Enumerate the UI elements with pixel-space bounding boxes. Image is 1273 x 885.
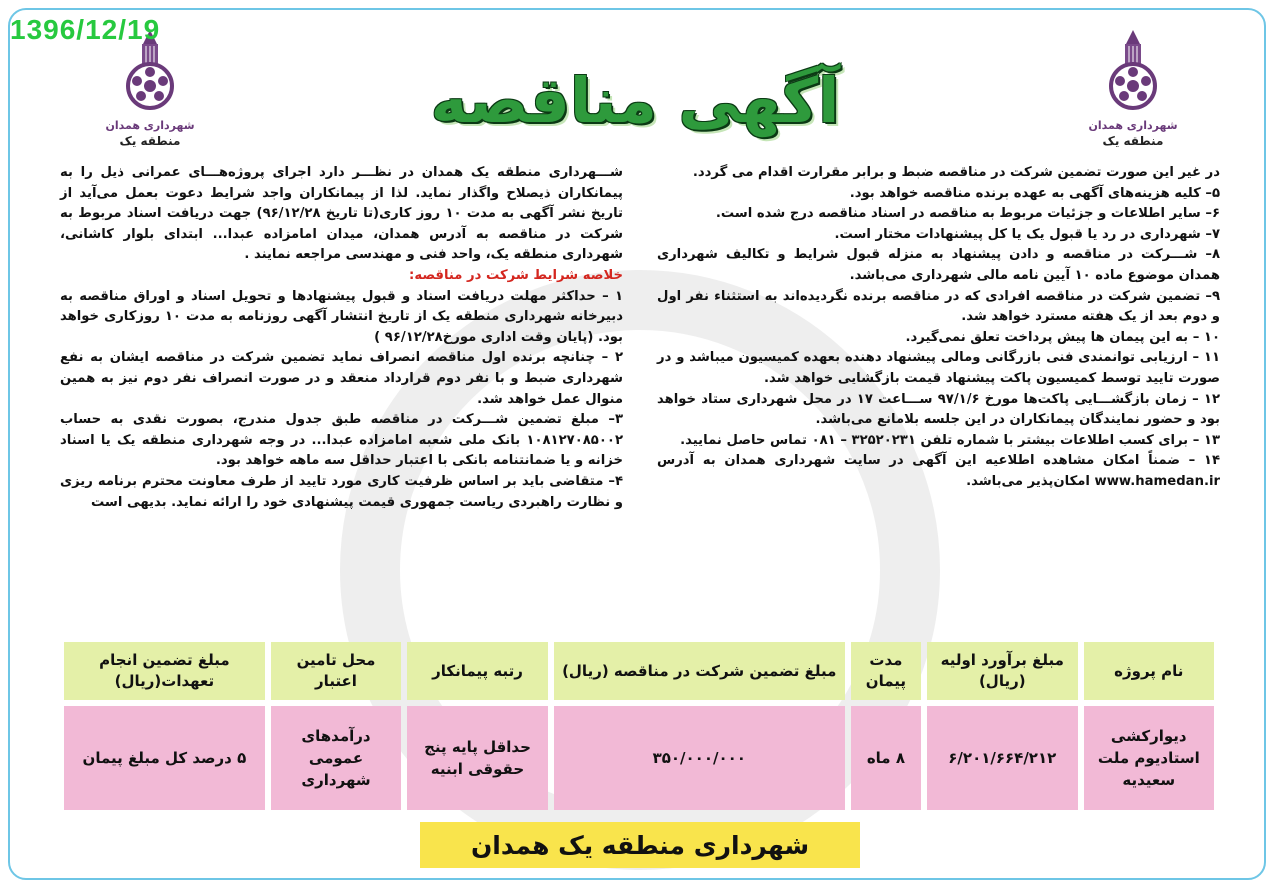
logo-caption: شهرداری همدان <box>1088 119 1178 132</box>
cell-bid-guarantee: ۳۵۰/۰۰۰/۰۰۰ <box>554 706 845 810</box>
condition-item: ۴– متقاضی باید بر اساس ظرفیت کاری مورد تایید از طرف معاونت محترم برنامه ریزی و نظارت راهبردی ریاست جمهوری قیمت پیشنهادی خود را ارائه نماید. بدیهی است <box>60 473 623 510</box>
cell-estimate: ۶/۲۰۱/۶۶۴/۲۱۲ <box>927 706 1078 810</box>
cell-project-name: دیوارکشی استادیوم ملت سعیدیه <box>1084 706 1214 810</box>
header-funding-source: محل تامین اعتبار <box>271 642 401 700</box>
header-project-name: نام پروژه <box>1084 642 1214 700</box>
notice-body <box>60 163 1220 613</box>
logo-region: منطقه یک <box>119 134 181 148</box>
condition-item: در غیر این صورت تضمین شرکت در مناقصه ضبط و برابر مقرارت اقدام می گردد. <box>692 165 1220 180</box>
header-bid-guarantee: مبلغ تضمین شرکت در مناقصه (ریال) <box>554 642 845 700</box>
tender-table <box>58 636 1220 816</box>
condition-item: ۷– شهرداری در رد یا قبول یک یا کل پیشنهادات مختار است. <box>834 226 1220 242</box>
condition-item: ۸– شـــرکت در مناقصه و دادن پیشنهاد به منزله قبول شرایط و تکالیف شهرداری همدان موضوع ماده ۱۰ آیین نامه مالی شهرداری می‌باشد. <box>657 247 1220 283</box>
cell-contractor-rank: حداقل پایه پنج حقوقی ابنیه <box>407 706 548 810</box>
logo-caption: شهرداری همدان <box>105 119 195 132</box>
date-stamp: 1396/12/19 <box>10 14 161 45</box>
header-duration: مدت پیمان <box>851 642 921 700</box>
condition-item: ۶– سایر اطلاعات و جزئیات مربوط به مناقصه در اسناد مناقصه درج شده است. <box>715 206 1220 222</box>
header-performance-guarantee: مبلغ تضمین انجام تعهدات(ریال) <box>64 642 265 700</box>
right-column <box>60 163 623 613</box>
condition-item: ۲ – چنانچه برنده اول مناقصه انصراف نماید تضمین شرکت در مناقصه ایشان به نفع شهرداری ضبط و با نفر دوم قرارداد منعقد و در صورت انصراف نفر دوم نیز به همین منوال عمل خواهد شد. <box>60 350 623 407</box>
table-row <box>64 706 1214 810</box>
condition-item: ۱۰ – به این پیمان ها پیش پرداخت تعلق نمی‌گیرد. <box>905 329 1220 345</box>
condition-item: ۱ – حداکثر مهلت دریافت اسناد و قبول پیشنهادها و تحویل اسناد و اوراق مناقصه به دبیرخانه شهرداری منطقه یک از تاریخ انتشار آگهی روزنامه به مدت ۱۰ روزکاری خواهد بود. (پایان وقت اداری مورخ۹۶/۱۲/۲۸ ) <box>60 288 623 345</box>
left-column <box>657 163 1220 613</box>
cell-performance-guarantee: ۵ درصد کل مبلغ پیمان <box>64 706 265 810</box>
condition-item: ۵– کلیه هزینه‌های آگهی به عهده برنده مناقصه خواهد بود. <box>849 185 1220 201</box>
header-contractor-rank: رتبه پیمانکار <box>407 642 548 700</box>
footer-municipality-name: شهرداری منطقه یک همدان <box>420 822 860 868</box>
condition-item: ۱۱ – ارزیابی توانمندی فنی بازرگانی ومالی پیشنهاد دهنده بعهده کمیسیون میباشد و در صورت تایید توسط کمیسیون پاکت پیشنهاد قیمت بازگشایی خواهد شد. <box>657 350 1220 386</box>
condition-item: ۳– مبلغ تضمین شـــرکت در مناقصه طبق جدول مندرج، بصورت نقدی به حساب ۱۰۸۱۲۷۰۸۵۰۰۲ بانک ملی شعبه امامزاده عبدا... در وجه شهرداری منطقه یک یا اسناد خزانه و یا ضمانتنامه بانکی با اعتبار حداقل سه ماهه خواهد بود. <box>60 412 623 469</box>
condition-item: ۱۴ – ضمناً امکان مشاهده اطلاعیه این آگهی در سایت شهرداری همدان به آدرس www.hamedan.ir امکان‌پذیر می‌باشد. <box>657 453 1220 489</box>
condition-item: ۱۲ – زمان بازگشـــایی پاکت‌ها مورخ ۹۷/۱/۶ ســـاعت ۱۷ در محل شهرداری ستاد خواهد بود و حضور نمایندگان پیمانکاران در این جلسه بلامانع می‌باشد. <box>657 391 1220 428</box>
header-estimate: مبلغ برآورد اولیه (ریال) <box>927 642 1078 700</box>
cell-duration: ۸ ماه <box>851 706 921 810</box>
municipality-logo-right <box>1078 26 1188 156</box>
cell-funding-source: درآمدهای عمومی شهرداری <box>271 706 401 810</box>
notice-title: آگهی مناقصه <box>430 63 840 137</box>
municipality-emblem-icon <box>1098 26 1168 116</box>
intro-paragraph: شـــهرداری منطقه یک همدان در نظـــر دارد اجرای پروژه‌هـــای عمرانی ذیل را به پیمانکاران ذیصلاح واگذار نماید. لذا از پیمانکاران واجد شرایط دعوت بعمل می‌آید از تاریخ نشر آگهی به مدت ۱۰ روز کاری(تا تاریخ ۹۶/۱۲/۲۸) جهت دریافت اسناد مربوط به شرکت در مناقصه به آدرس همدان، میدان امامزاده عبدا... ابتدای بلوار کاشانی، شهرداری منطقه یک، واحد فنی و مهندسی مراجعه نمایند . <box>60 165 623 263</box>
condition-item: ۱۳ – برای کسب اطلاعات بیشتر با شماره تلفن ۳۲۵۲۰۲۳۱ – ۰۸۱ تماس حاصل نمایید. <box>680 432 1220 448</box>
table-header-row <box>64 642 1214 700</box>
conditions-subhead: خلاصه شرایط شرکت در مناقصه: <box>409 267 623 283</box>
condition-item: ۹– تضمین شرکت در مناقصه افرادی که در مناقصه برنده نگردیده‌اند به استثناء نفر اول و دوم بعد از یک هفته مسترد خواهد شد. <box>657 288 1220 325</box>
logo-region: منطقه یک <box>1102 134 1164 148</box>
